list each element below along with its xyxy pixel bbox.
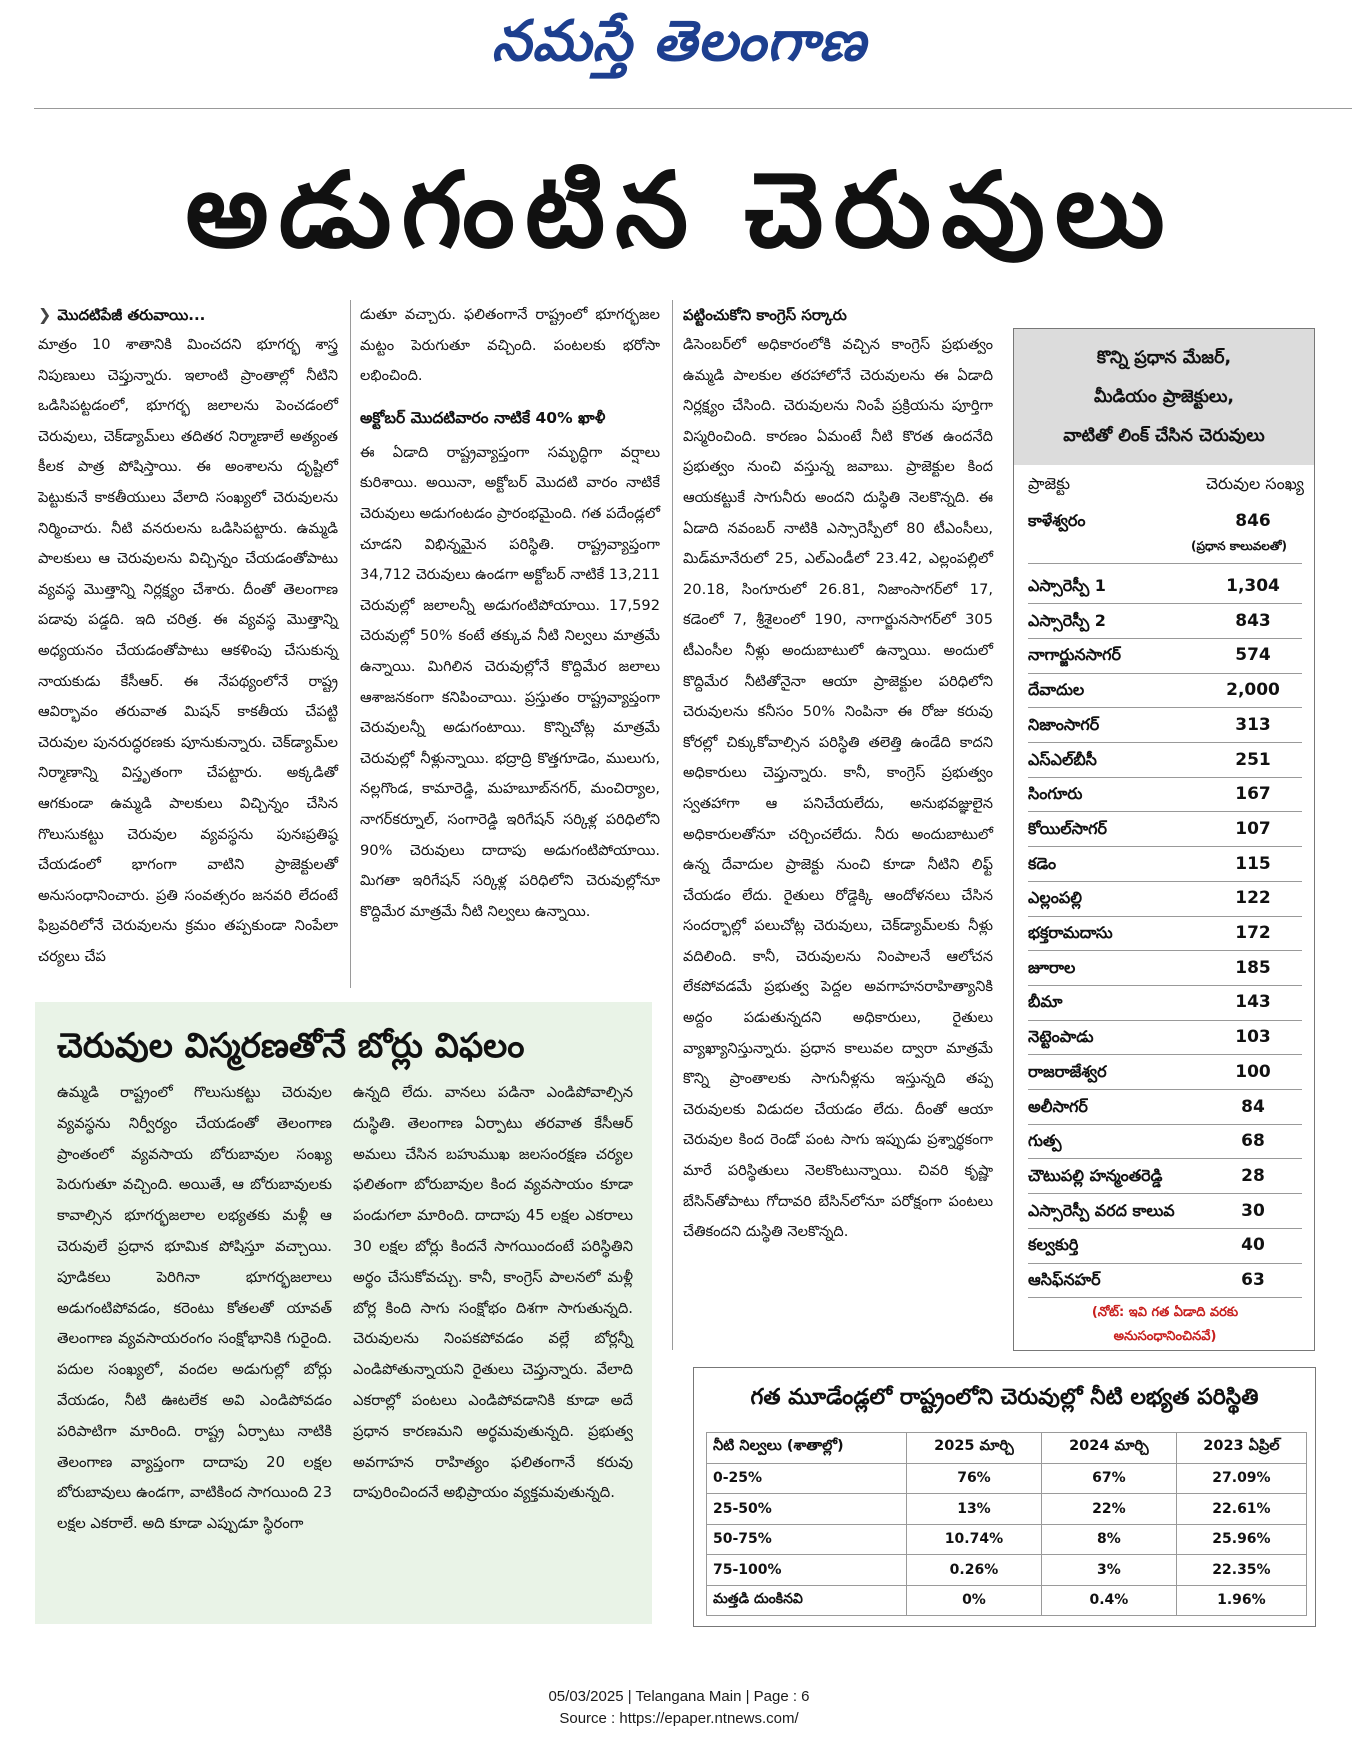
project-name: ఎస్సారెస్పీ 2 [1028, 610, 1106, 630]
projects-row [1028, 1263, 1304, 1297]
projects-row [1028, 881, 1304, 915]
projects-row [1028, 812, 1304, 846]
project-name: కోయిల్‌సాగర్ [1028, 818, 1107, 838]
project-count: 30 [1241, 1200, 1265, 1221]
project-name: అలీసాగర్ [1028, 1096, 1088, 1116]
project-count: 843 [1235, 610, 1271, 631]
column-1-body: మాత్రం 10 శాతానికి మించదని భూగర్భ శాస్త్ర నిపుణులు చెప్తున్నారు. ఇలాంటి ప్రాంతాల్లో నీటిని ఒడిసిపట్టడంలో, భూగర్భ జలాలను పెంచడంలో చెరువులు, చెక్‌డ్యామ్‌లు తదితర నిర్మాణాలే అత్యంత కీలక పాత్ర పోషిస్తాయి. ఈ అంశాలను దృష్టిలో పెట్టుకునే కాకతీయులు వేలాది సంఖ్యలో చెరువులను నిర్మించారు. నీటి వనరులను ఒడిసిపట్టారు. ఉమ్మడి పాలకులు ఆ చెరువులను విచ్చిన్నం చేయడంతోపాటు వ్యవస్థ మొత్తాన్ని నిర్లక్ష్యం చేశారు. దీంతో తెలంగాణ పడావు పడ్డది. ఇది చరిత్ర. ఈ వ్యవస్థ మొత్తాన్ని అధ్యయనం చేయడంతోపాటు ఆకళింపు చేసుకున్న నాయకుడు కేసీఆర్. ఈ నేపథ్యంలోనే రాష్ట్ర ఆవిర్భావం తరువాత మిషన్ కాకతీయ చేపట్టి చెరువుల పునరుద్ధరణకు పూనుకున్నారు. చెక్‌డ్యామ్‌ల నిర్మాణాన్ని విస్తృతంగా చేపట్టారు. అక్కడితో ఆగకుండా ఉమ్మడి పాలకులు విచ్చిన్నం చేసిన గొలుసుకట్టు చెరువుల వ్యవస్థను పునఃప్రతిష్ఠ చేయడంలో భాగంగా వాటిని ప్రాజెక్టులతో అనుసంధానించారు. ప్రతి సంవత్సరం జనవరి లేదంటే ఫిబ్రవరిలోనే చెరువులను క్రమం తప్పకుండా నింపేలా చర్యలు చేప [38, 336, 338, 965]
column-divider [672, 300, 673, 1350]
note-line: అనుసంధానించినవే) [1113, 1329, 1217, 1344]
project-count: 63 [1241, 1270, 1265, 1290]
table-cell: 1.96% [1176, 1585, 1306, 1616]
article-column-1 [38, 300, 338, 972]
projects-divider [1028, 1297, 1302, 1298]
project-count: 68 [1241, 1131, 1265, 1152]
projects-row [1028, 743, 1304, 777]
table-cell: 0% [907, 1585, 1042, 1616]
table-cell: 8% [1041, 1524, 1176, 1555]
project-name: రాజరాజేశ్వర [1028, 1061, 1107, 1081]
kicker-text: మొదటిపేజీ తరువాయి... [57, 306, 206, 324]
table-row [707, 1494, 1307, 1525]
boxed-story-right-text: ఉన్నది లేదు. వానలు పడినా ఎండిపోవాల్సిన దుస్థితి. తెలంగాణ ఏర్పాటు తరవాత కేసీఆర్ అమలు చేసిన బహుముఖ జలసంరక్షణ చర్యల ఫలితంగా బోరుబావుల కింద వ్యవసాయం కూడా పండుగలా మారింది. దాదాపు 45 లక్షల ఎకరాలు 30 లక్షల బోర్లు కిందనే సాగయిందంటే పరిస్థితిని అర్థం చేసుకోవచ్చు. కానీ, కాంగ్రెస్ పాలనలో మళ్లీ బోర్ల కింది సాగు సంక్షోభం దిశగా సాగుతున్నది. చెరువులను నింపకపోవడం వల్లే బోర్లన్నీ ఎండిపోతున్నాయని రైతులు చెప్తున్నారు. వేలాది ఎకరాల్లో పంటలు ఎండిపోవడానికి కూడా అదే ప్రధాన కారణమని అర్థమవుతున్నది. ప్రభుత్వ అవగాహన రాహిత్యం ఫలితంగానే కరువు దాపురించిందనే అభిప్రాయం వ్యక్తమవుతున్నది. [353, 1084, 633, 1502]
project-count: 846 [1235, 511, 1271, 531]
column-2-body: ఈ ఏడాది రాష్ట్రవ్యాప్తంగా సమృద్ధిగా వర్షాలు కురిశాయి. అయినా, అక్టోబర్ మొదటి వారం నాటికే చెరువులు అడుగంటడం ప్రారంభమైంది. గత పదేండ్లలో చూడని విభిన్నమైన పరిస్థితి. రాష్ట్రవ్యాప్తంగా 34,712 చెరువులు ఉండగా అక్టోబర్ నాటికే 13,211 చెరువుల్లో జలాలన్నీ అడుగంటిపోయాయి. 17,592 చెరువుల్లో 50% కంటే తక్కువ నీటి నిల్వలు మాత్రమే ఉన్నాయి. మిగిలిన చెరువుల్లోనే కొద్దిమేర జలాలు ఆశాజనకంగా కనిపించాయి. ప్రస్తుతం రాష్ట్రవ్యాప్తంగా చెరువులన్నీ అడుగంటాయి. కొన్నిచోట్ల మాత్రమే చెరువుల్లో నీళ్లున్నాయి. భద్రాద్రి కొత్తగూడెం, ములుగు, నల్లగొండ, కామారెడ్డి, మహబూబ్‌నగర్, మంచిర్యాల, నాగర్‌కర్నూల్, సంగారెడ్డి ఇరిగేషన్ సర్కిళ్ల పరిధిలోని 90% చెరువులు దాదాపు అడుగంటిపోయాయి. మిగతా ఇరిగేషన్ సర్కిళ్ల పరిధిలోని చెరువుల్లోనూ కొద్దిమేర మాత్రమే నీటి నిల్వలు ఉన్నాయి. [360, 443, 660, 920]
masthead-title: నమస్తే తెలంగాణ [491, 8, 867, 74]
project-subnote: (ప్రధాన కాలువలతో) [1190, 539, 1288, 553]
project-name: ఎస్ఎల్‌బీసీ [1028, 749, 1097, 769]
table-cell: 13% [907, 1494, 1042, 1525]
projects-row [1028, 1055, 1304, 1089]
table-cell: 25-50% [707, 1494, 907, 1525]
projects-row [1028, 847, 1304, 881]
projects-row [1028, 951, 1304, 985]
table-cell: 0.4% [1041, 1585, 1176, 1616]
project-count: 143 [1235, 992, 1271, 1013]
projects-divider [1028, 563, 1302, 564]
projects-note [1024, 1301, 1306, 1349]
table-row [707, 1463, 1307, 1494]
project-name: కడెం [1028, 853, 1057, 873]
table-cell: 3% [1041, 1555, 1176, 1586]
projects-row [1028, 708, 1304, 742]
page-headline: అడుగంటిన చెరువులు [185, 149, 1175, 271]
project-name: చౌటుపల్లి హన్మంతరెడ్డి [1028, 1165, 1163, 1185]
project-count: 84 [1241, 1096, 1265, 1117]
project-name: గుత్ప [1028, 1131, 1062, 1151]
chevron-right-icon: ❯ [38, 305, 52, 324]
project-count: 40 [1241, 1235, 1265, 1256]
project-name: కాళేశ్వరం [1028, 511, 1086, 530]
boxed-story-left-column [57, 1078, 332, 1540]
project-count: 122 [1235, 888, 1271, 909]
project-name: భక్తరామదాసు [1028, 923, 1113, 942]
project-name: నిజాంసాగర్ [1028, 714, 1100, 734]
project-count: 115 [1235, 853, 1271, 874]
table-header-cell: 2024 మార్చి [1041, 1433, 1176, 1464]
project-count: 574 [1235, 645, 1271, 666]
project-name: సింగూరు [1028, 784, 1083, 804]
masthead-rule [34, 108, 1352, 109]
projects-col-header-count: చెరువుల సంఖ్య [1205, 474, 1304, 493]
project-name: నెట్టెంపాడు [1028, 1027, 1094, 1047]
table-cell: 76% [907, 1463, 1042, 1494]
availability-table [706, 1432, 1307, 1616]
project-name: బీమా [1028, 992, 1063, 1012]
table-cell: 75-100% [707, 1555, 907, 1586]
project-count: 172 [1235, 923, 1271, 943]
footer-date-line: 05/03/2025 | Telangana Main | Page : 6 [548, 1688, 810, 1705]
continuation-kicker [38, 300, 338, 330]
projects-table-box [1013, 328, 1315, 1351]
project-name: జూరాల [1028, 957, 1076, 977]
table-cell: 0.26% [907, 1555, 1042, 1586]
projects-row [1028, 604, 1304, 638]
table-header-cell: నీటి నిల్వలు (శాతాల్లో) [707, 1433, 907, 1464]
table-header-cell: 2025 మార్చి [907, 1433, 1042, 1464]
section-subhead-october: అక్టోబర్ మొదటివారం నాటికే 40% ఖాళీ [360, 408, 606, 427]
project-count: 1,304 [1226, 576, 1280, 596]
table-row [707, 1555, 1307, 1586]
projects-title-line: వాటితో లింక్ చేసిన చెరువులు [1063, 426, 1265, 446]
projects-row [1028, 1090, 1304, 1124]
project-count: 167 [1235, 784, 1271, 805]
project-count: 251 [1235, 749, 1271, 770]
table-row [707, 1524, 1307, 1555]
project-name: ఎస్సారెస్పీ 1 [1028, 576, 1106, 595]
project-name: కల్వకుర్తి [1028, 1235, 1079, 1255]
projects-row [1028, 504, 1304, 538]
projects-col-header-project: ప్రాజెక్టు [1028, 474, 1071, 493]
projects-row [1028, 1020, 1304, 1054]
footer-source-line: Source : https://epaper.ntnews.com/ [559, 1710, 799, 1727]
boxed-story-left-text: ఉమ్మడి రాష్ట్రంలో గొలుసుకట్టు చెరువుల వ్యవస్థను నిర్వీర్యం చేయడంతో తెలంగాణ ప్రాంతంలో వ్యవసాయ బోరుబావుల సంఖ్య పెరుగుతూ వచ్చింది. అయితే, ఆ బోరుబావులకు కావాల్సిన భూగర్భజలాల లభ్యతకు మళ్లీ ఆ చెరువులే ప్రధాన భూమిక పోషిస్తూ వచ్చాయి. పూడికలు పెరిగినా భూగర్భజలాలు అడుగంటిపోవడం, కరెంటు కోతలతో యావత్ తెలంగాణ వ్యవసాయరంగం సంక్షోభానికి గురైంది. పదుల సంఖ్యలో, వందల అడుగుల్లో బోర్లు వేయడం, నీటి ఊటలేక అవి ఎండిపోవడం పరిపాటిగా మారింది. రాష్ట్ర ఏర్పాటు నాటికి తెలంగాణ వ్యాప్తంగా దాదాపు 20 లక్షల బోరుబావులు ఉండగా, వాటికింద సాగయింది 23 లక్షల ఎకరాలే. అది కూడా ఎప్పుడూ స్థిరంగా [57, 1084, 332, 1533]
project-name: దేవాదుల [1028, 680, 1085, 700]
article-column-3 [683, 300, 993, 1248]
availability-table-title: గత మూడేండ్లలో రాష్ట్రంలోని చెరువుల్లో నీటి లభ్యత పరిస్థితి [750, 1385, 1259, 1410]
projects-row [1028, 777, 1304, 811]
project-name: ఆసిఫ్‌నహర్ [1028, 1270, 1101, 1289]
water-availability-box [693, 1367, 1316, 1627]
projects-table-title [1014, 329, 1314, 465]
projects-row [1028, 1228, 1304, 1262]
projects-row [1028, 1124, 1304, 1158]
table-cell: 22.35% [1176, 1555, 1306, 1586]
project-count: 103 [1235, 1027, 1271, 1048]
projects-title-line: కొన్ని ప్రధాన మేజర్, [1096, 348, 1232, 368]
table-cell: మత్తడి దుంకినవి [707, 1585, 907, 1616]
table-cell: 10.74% [907, 1524, 1042, 1555]
table-header-row [707, 1433, 1307, 1464]
table-row [707, 1585, 1307, 1616]
project-count: 2,000 [1226, 680, 1280, 701]
column-divider [350, 300, 351, 988]
table-cell: 67% [1041, 1463, 1176, 1494]
table-header-cell: 2023 ఏప్రిల్ [1176, 1433, 1306, 1464]
projects-row [1028, 638, 1304, 672]
project-count: 100 [1235, 1061, 1271, 1082]
project-name: ఎస్సారెస్పీ వరద కాలువ [1028, 1200, 1175, 1220]
project-name: నాగార్జునసాగర్ [1028, 645, 1121, 665]
project-count: 107 [1235, 818, 1271, 839]
projects-row [1028, 673, 1304, 707]
project-count: 313 [1235, 714, 1271, 735]
projects-row [1028, 985, 1304, 1019]
table-cell: 25.96% [1176, 1524, 1306, 1555]
table-cell: 22% [1041, 1494, 1176, 1525]
column-3-body: డిసెంబర్‌లో అధికారంలోకి వచ్చిన కాంగ్రెస్ ప్రభుత్వం ఉమ్మడి పాలకుల తరహాలోనే చెరువులను ఈ ఏడాది నిర్లక్ష్యం చేసింది. చెరువులను నింపే ప్రక్రియను పూర్తిగా విస్మరించింది. కారణం ఏమంటే నీటి కొరత ఉందనేది ప్రభుత్వం నుంచి వస్తున్న జవాబు. ప్రాజెక్టుల కింద ఆయకట్టుకే సాగునీరు అందని దుస్థితి నెలకొన్నది. ఈ ఏడాది నవంబర్ నాటికి ఎస్సారెస్పీలో 80 టీఎంసీలు, మిడ్‌మానేరులో 25, ఎల్‌ఎండీలో 23.42, ఎల్లంపల్లిలో 20.18, సింగూరులో 26.81, నిజాంసాగర్‌లో 17, కడెంలో 7, శ్రీశైలంలో 190, నాగార్జునసాగర్‌లో 305 టీఎంసీల నీళ్లు అందుబాటులో ఉన్నాయి. అందులో కొద్దిమేర నీటితోనైనా ఆయా ప్రాజెక్టుల పరిధిలోని చెరువులను కనీసం 50% నింపినా ఈ రోజు కరువు కోరల్లో చిక్కుకోవాల్సిన పరిస్థితి తలెత్తి ఉండేది కాదని అధికారులు చెప్తున్నారు. కానీ, కాంగ్రెస్ ప్రభుత్వం స్వతహాగా ఆ పనిచేయలేదు, అనుభవజ్ఞులైన అధికారులతోనూ చర్చించలేదు. నీరు అందుబాటులో ఉన్న దేవాదుల ప్రాజెక్టు నుంచి కూడా నీటిని లిఫ్ట్ చేయడం లేదు. రైతులు రోడ్డెక్కి ఆందోళనలు చేసిన సందర్భాల్లో పలుచోట్ల చెరువులు, చెక్‌డ్యామ్‌లకు నీళ్లు వదిలింది. కానీ, చెరువులను నింపాలనే ఆలోచన లేకపోవడమే ప్రభుత్వ పెద్దల అవగాహనరాహిత్యానికి అద్దం పడుతున్నదని అధికారులు, రైతులు వ్యాఖ్యానిస్తున్నారు. ప్రధాన కాలువల ద్వారా మాత్రమే కొన్ని ప్రాంతాలకు సాగునీళ్లను ఇస్తున్నది తప్ప చెరువులకు విడుదల చేయడం లేదు. దీంతో ఆయా చెరువుల కింద రెండో పంట సాగు ఇప్పుడు ప్రశ్నార్థకంగా మారే పరిస్థితులు నెలకొంటున్నాయి. చివరి కృష్ణా బేసిన్‌తోపాటు గోదావరి బేసిన్‌లోనూ పరోక్షంగా పంటలు చేతికందని దుస్థితి నెలకొన్నది. [683, 336, 993, 1241]
projects-row [1028, 1194, 1304, 1228]
projects-title-line: మీడియం ప్రాజెక్టులు, [1093, 387, 1235, 407]
project-count: 185 [1235, 957, 1271, 978]
boxed-story-title: చెరువుల విస్మరణతోనే బోర్లు విఫలం [57, 1026, 525, 1066]
projects-row [1028, 1159, 1304, 1193]
table-cell: 50-75% [707, 1524, 907, 1555]
project-name: ఎల్లంపల్లి [1028, 888, 1082, 908]
section-subhead-congress: పట్టించుకోని కాంగ్రెస్ సర్కారు [683, 306, 847, 324]
column-2-body-intro: డుతూ వచ్చారు. ఫలితంగానే రాష్ట్రంలో భూగర్భజల మట్టం పెరుగుతూ వచ్చింది. పంటలకు భరోసా లభించింది. [360, 306, 660, 385]
note-line: (నోట్: ఇవి గత ఏడాది వరకు [1091, 1305, 1239, 1320]
boxed-story [35, 1002, 652, 1624]
article-column-2 [360, 300, 660, 927]
projects-row [1028, 916, 1304, 950]
masthead-logo [0, 8, 1358, 98]
projects-row [1028, 569, 1304, 603]
project-count: 28 [1241, 1165, 1265, 1186]
table-cell: 0-25% [707, 1463, 907, 1494]
table-cell: 27.09% [1176, 1463, 1306, 1494]
table-cell: 22.61% [1176, 1494, 1306, 1525]
boxed-story-right-column [353, 1078, 633, 1509]
